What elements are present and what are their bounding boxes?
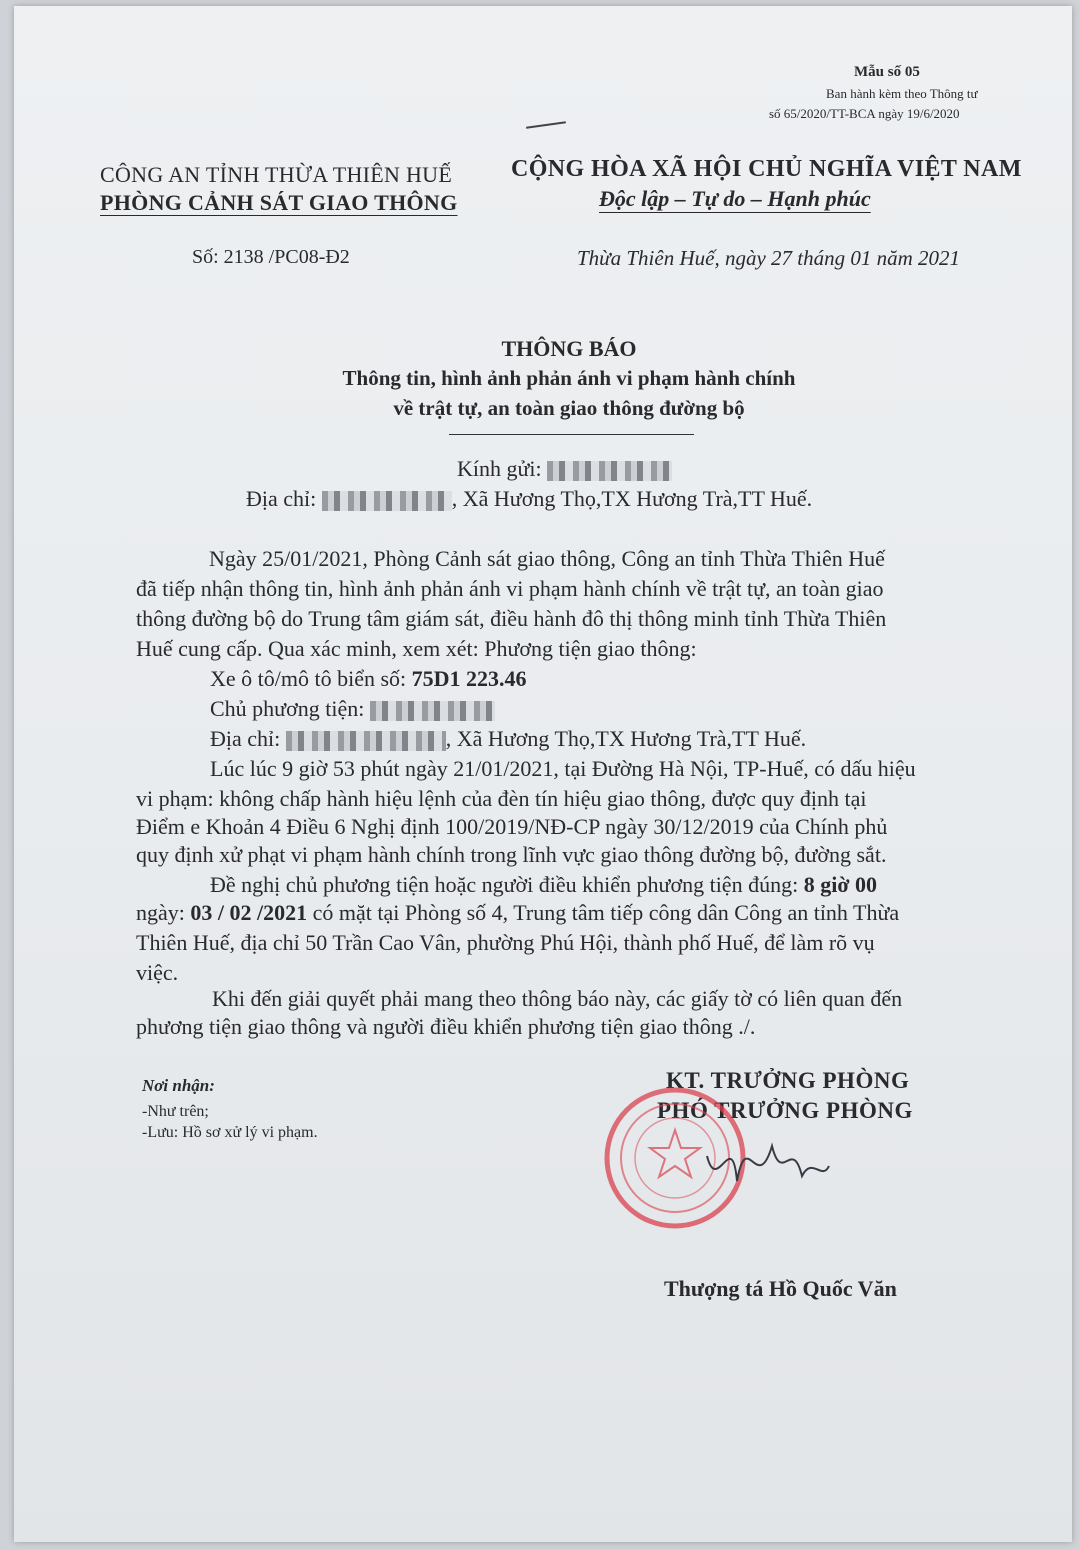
recipient-address-line: Địa chỉ: , Xã Hương Thọ,TX Hương Trà,TT Huế. bbox=[246, 486, 813, 511]
document-date: Thừa Thiên Huế, ngày 27 tháng 01 năm 2021 bbox=[577, 246, 961, 270]
signatory-position: PHÓ TRƯỞNG PHÒNG bbox=[657, 1098, 913, 1123]
recipients-item: -Như trên; bbox=[142, 1103, 209, 1120]
paragraph-line: quy định xử phạt vi phạm hành chính trong lĩnh vực giao thông đường bộ, đường sắt. bbox=[136, 842, 887, 867]
document-subtitle-1: Thông tin, hình ảnh phản ánh vi phạm hành chính bbox=[342, 366, 796, 390]
paragraph-line: phương tiện giao thông và người điều khiển phương tiện giao thông ./. bbox=[136, 1014, 756, 1039]
form-number: Mẫu số 05 bbox=[854, 64, 920, 80]
recipient-line: Kính gửi: bbox=[457, 456, 672, 482]
form-circular-ref: số 65/2020/TT-BCA ngày 19/6/2020 bbox=[769, 106, 960, 121]
paragraph-line: việc. bbox=[136, 960, 179, 985]
paragraph-line: đã tiếp nhận thông tin, hình ảnh phản ánh vi phạm hành chính về trật tự, an toàn giao bbox=[136, 576, 884, 601]
pen-mark bbox=[526, 121, 566, 129]
paragraph-line: Thiên Huế, địa chỉ 50 Trần Cao Vân, phường Phú Hội, thành phố Huế, để làm rõ vụ bbox=[136, 930, 875, 955]
recipients-item: -Lưu: Hồ sơ xử lý vi phạm. bbox=[142, 1124, 318, 1141]
paragraph-line: Ngày 25/01/2021, Phòng Cảnh sát giao thông, Công an tỉnh Thừa Thiên Huế bbox=[209, 546, 885, 571]
paragraph-line: Khi đến giải quyết phải mang theo thông báo này, các giấy tờ có liên quan đến bbox=[212, 986, 903, 1011]
title-rule bbox=[449, 434, 694, 435]
owner-address-line: Địa chỉ: , Xã Hương Thọ,TX Hương Trà,TT Huế. bbox=[210, 726, 807, 751]
document-title: THÔNG BÁO bbox=[501, 336, 637, 361]
appointment-date-line: ngày: 03 / 02 /2021 có mặt tại Phòng số 4, Trung tâm tiếp công dân Công an tỉnh Thừa bbox=[136, 900, 900, 925]
paragraph-line: vi phạm: không chấp hành hiệu lệnh của đèn tín hiệu giao thông, được quy định tại bbox=[136, 786, 867, 811]
request-line: Đề nghị chủ phương tiện hoặc người điều khiển phương tiện đúng: 8 giờ 00 bbox=[210, 872, 877, 897]
paragraph-line: Điểm e Khoản 4 Điều 6 Nghị định 100/2019/NĐ-CP ngày 30/12/2019 của Chính phủ bbox=[136, 814, 888, 839]
document-subtitle-2: về trật tự, an toàn giao thông đường bộ bbox=[393, 396, 745, 420]
signatory-title: KT. TRƯỞNG PHÒNG bbox=[666, 1068, 910, 1093]
redacted-address bbox=[322, 491, 452, 511]
paragraph-line: Lúc lúc 9 giờ 53 phút ngày 21/01/2021, tại Đường Hà Nội, TP-Huế, có dấu hiệu bbox=[210, 756, 916, 781]
paragraph-line: Huế cung cấp. Qua xác minh, xem xét: Phương tiện giao thông: bbox=[136, 636, 697, 661]
issuing-agency: CÔNG AN TỈNH THỪA THIÊN HUẾ bbox=[100, 162, 453, 187]
document-number: Số: 2138 /PC08-Đ2 bbox=[192, 246, 350, 268]
appointment-time: 8 giờ 00 bbox=[803, 872, 877, 897]
vehicle-plate-line: Xe ô tô/mô tô biển số: 75D1 223.46 bbox=[210, 666, 527, 691]
signer-name: Thượng tá Hồ Quốc Văn bbox=[664, 1276, 897, 1301]
redacted-owner bbox=[370, 701, 495, 721]
redacted-recipient bbox=[547, 461, 672, 481]
form-issuance-note: Ban hành kèm theo Thông tư bbox=[826, 86, 978, 101]
issuing-department: PHÒNG CẢNH SÁT GIAO THÔNG bbox=[100, 190, 458, 215]
appointment-date: 03 / 02 /2021 bbox=[190, 900, 308, 925]
redacted-owner-address bbox=[286, 731, 446, 751]
recipients-label: Nơi nhận: bbox=[142, 1076, 215, 1095]
national-title: CỘNG HÒA XÃ HỘI CHỦ NGHĨA VIỆT NAM bbox=[511, 156, 1022, 182]
paragraph-line: thông đường bộ do Trung tâm giám sát, điều hành đô thị thông minh tỉnh Thừa Thiên bbox=[136, 606, 887, 631]
official-seal bbox=[597, 1086, 857, 1236]
national-motto: Độc lập – Tự do – Hạnh phúc bbox=[599, 186, 871, 211]
plate-number: 75D1 223.46 bbox=[411, 666, 527, 691]
document-sheet bbox=[14, 6, 1072, 1542]
vehicle-owner-line: Chủ phương tiện: bbox=[210, 696, 495, 722]
